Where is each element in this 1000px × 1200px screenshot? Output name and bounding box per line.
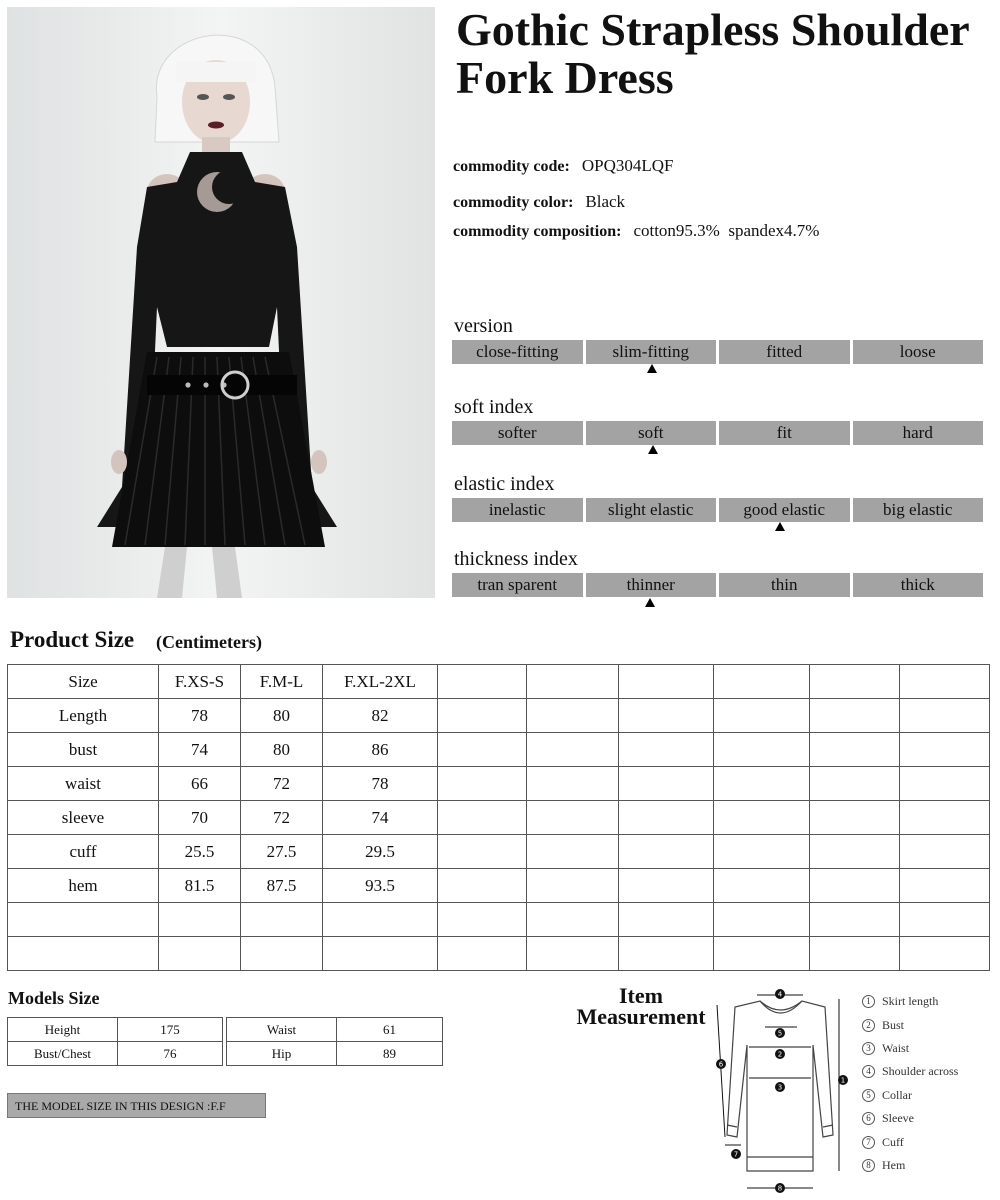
legend-number: 2: [862, 1019, 875, 1032]
table-cell: [619, 733, 714, 767]
legend-item: [862, 1107, 998, 1130]
commodity-color: [453, 192, 625, 212]
legend-label: Skirt length: [882, 994, 939, 1009]
product-size-title: Product Size: [10, 627, 135, 652]
table-cell: 86: [323, 733, 438, 767]
legend-number: 6: [862, 1112, 875, 1125]
table-cell: [714, 699, 810, 733]
table-cell: [619, 835, 714, 869]
table-cell: [810, 937, 900, 971]
table-cell: [714, 835, 810, 869]
commodity-composition: [453, 221, 819, 241]
table-cell: 87.5: [241, 869, 323, 903]
table-cell: [619, 903, 714, 937]
table-cell: [8, 903, 159, 937]
table-cell: sleeve: [8, 801, 159, 835]
table-cell: Size: [8, 665, 159, 699]
elastic-index-option: slight elastic: [586, 498, 717, 522]
svg-text:4: 4: [777, 990, 783, 999]
table-cell: [527, 835, 619, 869]
legend-item: [862, 1154, 998, 1177]
table-cell: 80: [241, 699, 323, 733]
table-cell: [159, 937, 241, 971]
legend-item: [862, 990, 998, 1013]
model-size-note: THE MODEL SIZE IN THIS DESIGN :F.F: [7, 1093, 266, 1118]
table-row: [8, 699, 990, 733]
table-cell: Height: [8, 1018, 118, 1042]
table-cell: F.XL-2XL: [323, 665, 438, 699]
table-cell: [438, 801, 527, 835]
table-cell: [527, 869, 619, 903]
soft-index-scale: [452, 421, 983, 445]
svg-text:5: 5: [777, 1029, 783, 1038]
legend-number: 1: [862, 995, 875, 1008]
elastic-index-option: big elastic: [853, 498, 984, 522]
table-cell: [438, 733, 527, 767]
legend-label: Sleeve: [882, 1111, 914, 1126]
version-option: slim-fitting: [586, 340, 717, 364]
version-option: fitted: [719, 340, 850, 364]
table-cell: 74: [323, 801, 438, 835]
thickness-index-selected-marker: [645, 598, 655, 607]
soft-index-selected-marker: [648, 445, 658, 454]
svg-text:2: 2: [777, 1050, 783, 1059]
version-scale: [452, 340, 983, 364]
table-cell: [241, 903, 323, 937]
thickness-index-option: tran sparent: [452, 573, 583, 597]
table-cell: [900, 665, 990, 699]
svg-text:7: 7: [733, 1150, 739, 1159]
version-option: close-fitting: [452, 340, 583, 364]
table-cell: [438, 665, 527, 699]
table-cell: [714, 665, 810, 699]
table-cell: [619, 869, 714, 903]
table-cell: 80: [241, 733, 323, 767]
table-row: [8, 1042, 223, 1066]
table-row: [8, 937, 990, 971]
elastic-index-option: good elastic: [719, 498, 850, 522]
legend-item: [862, 1037, 998, 1060]
commodity-composition-label: commodity composition:: [453, 223, 622, 240]
table-row: [8, 801, 990, 835]
table-cell: [527, 801, 619, 835]
svg-text:6: 6: [718, 1060, 724, 1069]
soft-index-option: fit: [719, 421, 850, 445]
soft-index-option: hard: [853, 421, 984, 445]
table-cell: [159, 903, 241, 937]
legend-number: 5: [862, 1089, 875, 1102]
dress-outline-diagram: [705, 985, 855, 1197]
table-cell: Bust/Chest: [8, 1042, 118, 1066]
version-label: version: [454, 315, 513, 337]
table-cell: [810, 733, 900, 767]
table-cell: 72: [241, 767, 323, 801]
product-size-table: [7, 664, 990, 971]
table-cell: [527, 767, 619, 801]
table-cell: [714, 869, 810, 903]
table-cell: [619, 937, 714, 971]
elastic-index-label: elastic index: [454, 473, 555, 495]
legend-number: 4: [862, 1065, 875, 1078]
table-cell: 93.5: [323, 869, 438, 903]
table-cell: [619, 767, 714, 801]
table-cell: [900, 869, 990, 903]
thickness-index-label: thickness index: [454, 548, 578, 570]
svg-text:8: 8: [777, 1184, 783, 1193]
table-cell: [438, 835, 527, 869]
table-cell: [438, 903, 527, 937]
table-cell: [810, 869, 900, 903]
table-cell: [438, 699, 527, 733]
table-cell: 66: [159, 767, 241, 801]
legend-number: 7: [862, 1136, 875, 1149]
table-cell: [527, 699, 619, 733]
table-cell: Hip: [227, 1042, 337, 1066]
table-cell: 61: [337, 1018, 443, 1042]
table-cell: Waist: [227, 1018, 337, 1042]
thickness-index-option: thinner: [586, 573, 717, 597]
table-cell: 82: [323, 699, 438, 733]
table-cell: [714, 733, 810, 767]
table-cell: [900, 733, 990, 767]
table-cell: 72: [241, 801, 323, 835]
product-size-unit: (Centimeters): [156, 632, 262, 652]
table-cell: 74: [159, 733, 241, 767]
table-cell: 70: [159, 801, 241, 835]
table-row: [8, 903, 990, 937]
legend-label: Cuff: [882, 1134, 904, 1149]
version-selected-marker: [647, 364, 657, 373]
table-cell: [810, 903, 900, 937]
svg-text:1: 1: [840, 1076, 846, 1085]
table-cell: [619, 801, 714, 835]
table-cell: [714, 937, 810, 971]
table-cell: [900, 835, 990, 869]
table-cell: 25.5: [159, 835, 241, 869]
table-row: [8, 835, 990, 869]
table-cell: bust: [8, 733, 159, 767]
table-cell: F.M-L: [241, 665, 323, 699]
table-cell: [714, 767, 810, 801]
table-cell: [714, 801, 810, 835]
table-cell: [241, 937, 323, 971]
commodity-color-value: Black: [585, 192, 626, 211]
svg-text:3: 3: [777, 1083, 783, 1092]
commodity-code: [453, 156, 673, 176]
table-row: [227, 1042, 443, 1066]
table-cell: [900, 801, 990, 835]
product-title: Gothic Strapless Shoulder Fork Dress: [456, 4, 969, 103]
table-row: [8, 767, 990, 801]
measurement-diagram: [705, 985, 855, 1197]
table-cell: [810, 767, 900, 801]
table-cell: 89: [337, 1042, 443, 1066]
table-cell: [323, 903, 438, 937]
table-cell: 175: [118, 1018, 223, 1042]
table-row: [8, 1018, 223, 1042]
table-cell: [900, 903, 990, 937]
item-measurement-title: [563, 985, 719, 1027]
table-cell: [810, 665, 900, 699]
table-cell: 81.5: [159, 869, 241, 903]
soft-index-label: soft index: [454, 396, 534, 418]
table-cell: [8, 937, 159, 971]
legend-number: 3: [862, 1042, 875, 1055]
table-cell: 76: [118, 1042, 223, 1066]
table-cell: [810, 801, 900, 835]
table-row: [8, 665, 990, 699]
thickness-index-option: thin: [719, 573, 850, 597]
measurement-legend: [862, 990, 998, 1177]
legend-item: [862, 1060, 998, 1083]
table-row: [8, 869, 990, 903]
models-size-table-right: [226, 1017, 443, 1066]
table-cell: [900, 699, 990, 733]
table-cell: [527, 937, 619, 971]
models-size-table-left: [7, 1017, 223, 1066]
commodity-color-label: commodity color:: [453, 194, 574, 211]
legend-label: Shoulder across: [882, 1064, 959, 1079]
commodity-code-label: commodity code:: [453, 158, 570, 175]
table-cell: Length: [8, 699, 159, 733]
table-cell: [438, 767, 527, 801]
table-cell: [619, 699, 714, 733]
legend-label: Bust: [882, 1017, 905, 1032]
elastic-index-option: inelastic: [452, 498, 583, 522]
models-size-title: Models Size: [8, 988, 100, 1008]
table-row: [227, 1018, 443, 1042]
legend-item: [862, 1013, 998, 1036]
table-cell: waist: [8, 767, 159, 801]
legend-label: Hem: [882, 1157, 906, 1172]
legend-item: [862, 1084, 998, 1107]
item-measurement-title-line2: Measurement: [576, 1004, 706, 1029]
table-cell: 78: [323, 767, 438, 801]
table-cell: [900, 937, 990, 971]
table-cell: [438, 869, 527, 903]
version-option: loose: [853, 340, 984, 364]
table-cell: 78: [159, 699, 241, 733]
legend-item: [862, 1130, 998, 1153]
thickness-index-option: thick: [853, 573, 984, 597]
table-cell: [619, 665, 714, 699]
product-photo: [7, 7, 435, 598]
commodity-code-value: OPQ304LQF: [581, 156, 674, 175]
legend-label: Waist: [882, 1040, 910, 1055]
table-row: [8, 733, 990, 767]
elastic-index-scale: [452, 498, 983, 522]
soft-index-option: softer: [452, 421, 583, 445]
table-cell: [527, 665, 619, 699]
thickness-index-scale: [452, 573, 983, 597]
table-cell: hem: [8, 869, 159, 903]
table-cell: [714, 903, 810, 937]
table-cell: [900, 767, 990, 801]
table-cell: 27.5: [241, 835, 323, 869]
soft-index-option: soft: [586, 421, 717, 445]
table-cell: [323, 937, 438, 971]
legend-label: Collar: [882, 1087, 912, 1102]
commodity-composition-value: cotton95.3% spandex4.7%: [633, 221, 820, 240]
table-cell: [527, 733, 619, 767]
table-cell: F.XS-S: [159, 665, 241, 699]
table-cell: [810, 835, 900, 869]
table-cell: [527, 903, 619, 937]
elastic-index-selected-marker: [775, 522, 785, 531]
table-cell: [438, 937, 527, 971]
item-measurement-title-line1: Item: [619, 983, 663, 1008]
table-cell: [810, 699, 900, 733]
table-cell: 29.5: [323, 835, 438, 869]
legend-number: 8: [862, 1159, 875, 1172]
table-cell: cuff: [8, 835, 159, 869]
